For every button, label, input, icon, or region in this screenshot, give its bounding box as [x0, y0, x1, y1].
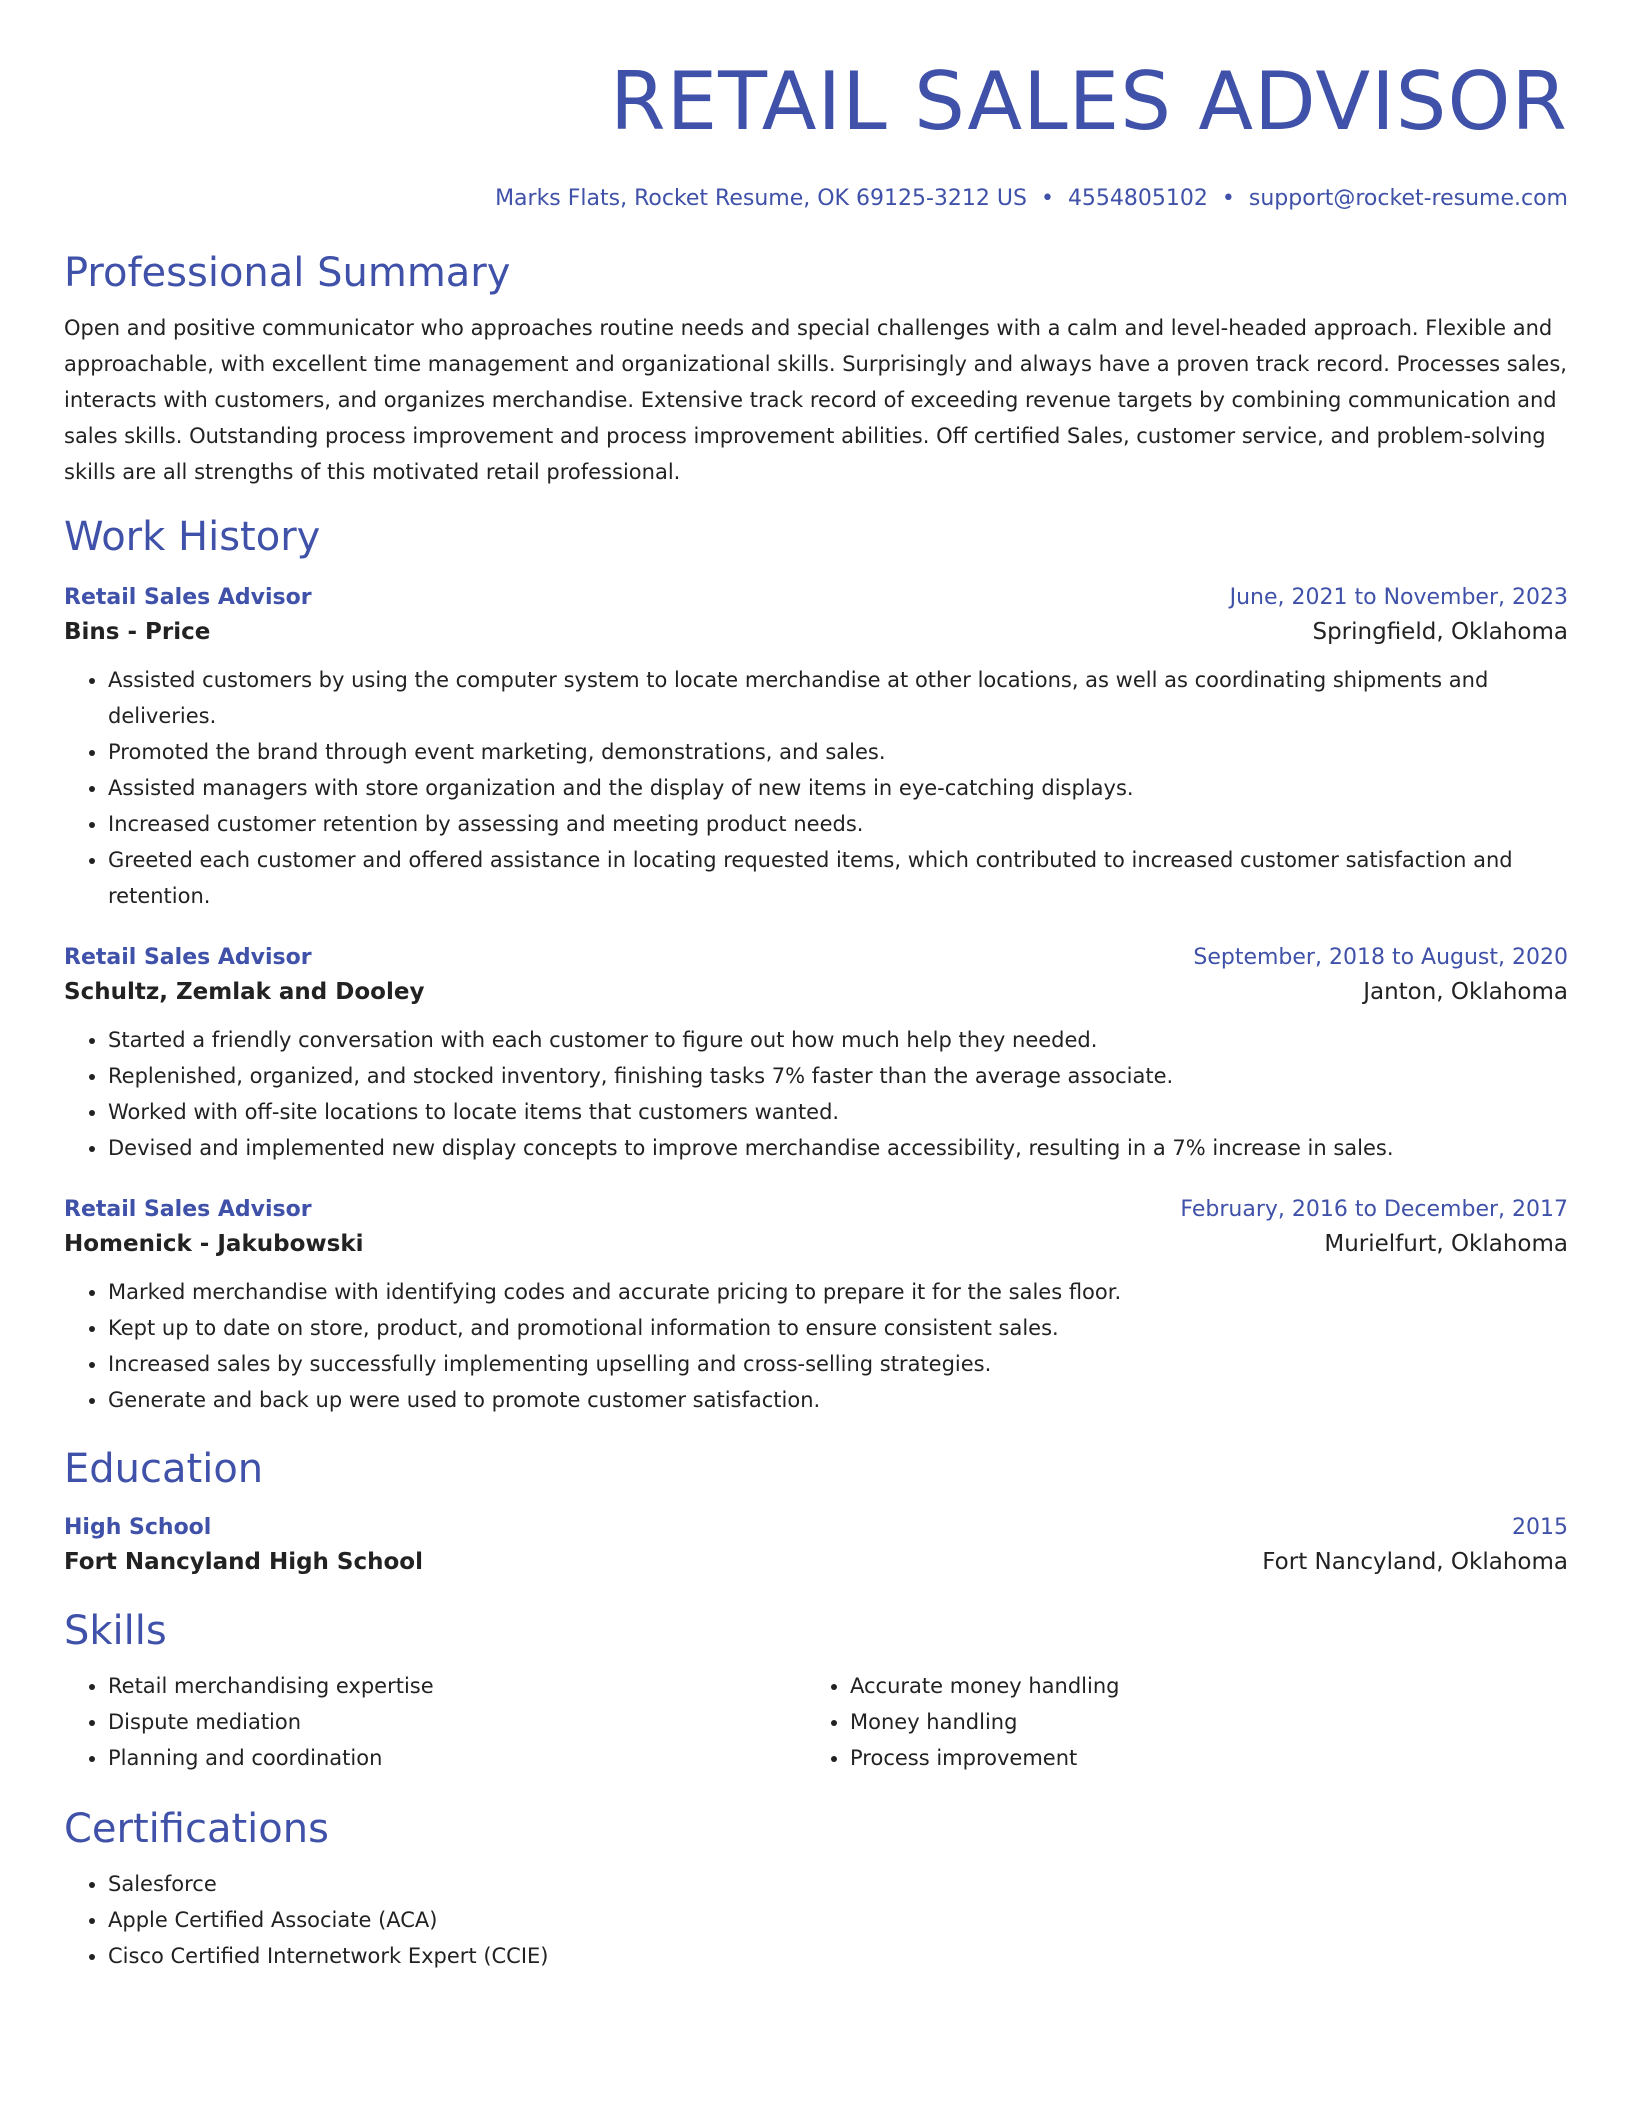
job-location: Murielfurt, Oklahoma: [1324, 1231, 1568, 1257]
job-bullets: [64, 1274, 1568, 1418]
skill-item: • Retail merchandising expertise: [108, 1668, 806, 1704]
contact-email: support@rocket-resume.com: [1248, 186, 1568, 211]
job-bullet: • Promoted the brand through event marketing, demonstrations, and sales.: [108, 734, 1568, 770]
job-bullet: • Increased sales by successfully implementing upselling and cross-selling strategies.: [108, 1346, 1568, 1382]
job-bullets: [64, 1022, 1568, 1166]
job-dates: June, 2021 to November, 2023: [1229, 585, 1568, 610]
job-bullet: • Worked with off-site locations to locate items that customers wanted.: [108, 1094, 1568, 1130]
summary-heading: Professional Summary: [64, 250, 511, 296]
skills-column-left: [64, 1668, 806, 1776]
contact-address: Marks Flats, Rocket Resume, OK 69125-3212 US: [495, 186, 1027, 211]
contact-separator: •: [1040, 186, 1054, 211]
skills-heading: Skills: [64, 1608, 167, 1654]
job-bullet: • Generate and back up were used to promote customer satisfaction.: [108, 1382, 1568, 1418]
job-dates: February, 2016 to December, 2017: [1180, 1197, 1568, 1222]
job-location: Janton, Oklahoma: [1363, 979, 1568, 1005]
certifications-list: [64, 1866, 1568, 1974]
job-location: Springfield, Oklahoma: [1312, 619, 1568, 645]
job-bullet: • Assisted managers with store organization and the display of new items in eye-catching displays.: [108, 770, 1568, 806]
skill-item: • Process improvement: [850, 1740, 1548, 1776]
summary-text: Open and positive communicator who approaches routine needs and special challenges with a calm and level-headed approach. Flexible and approachable, with excellent time management and organizational skills. Surprisingly and always have a proven track record. Processes sales, interacts with customers, and organizes merchandise. Extensive track record of exceeding revenue targets by combining communication and sales skills. Outstanding process improvement and process improvement abilities. Off certified Sales, customer service, and problem-solving skills are all strengths of this motivated retail professional.: [64, 316, 1567, 484]
skills-column-right: [806, 1668, 1548, 1776]
certification-item: • Salesforce: [108, 1866, 1568, 1902]
job-bullet: • Increased customer retention by assessing and meeting product needs.: [108, 806, 1568, 842]
skill-item: • Dispute mediation: [108, 1704, 806, 1740]
work-history-heading: Work History: [64, 514, 321, 560]
job-company: Bins - Price: [64, 619, 211, 645]
skill-item: • Planning and coordination: [108, 1740, 806, 1776]
skill-item: • Money handling: [850, 1704, 1548, 1740]
education-school: Fort Nancyland High School: [64, 1549, 423, 1575]
job-company: Homenick - Jakubowski: [64, 1231, 364, 1257]
contact-phone: 4554805102: [1067, 186, 1208, 211]
candidate-title: RETAIL SALES ADVISOR: [609, 55, 1568, 148]
job-entry: [64, 1194, 1568, 1418]
job-company: Schultz, Zemlak and Dooley: [64, 979, 425, 1005]
skills-grid: [64, 1668, 1568, 1776]
job-role: Retail Sales Advisor: [64, 1197, 312, 1222]
job-bullet: • Replenished, organized, and stocked inventory, finishing tasks 7% faster than the average associate.: [108, 1058, 1568, 1094]
education-entry: [64, 1512, 1568, 1580]
job-bullet: • Greeted each customer and offered assistance in locating requested items, which contributed to increased customer satisfaction and retention.: [108, 842, 1568, 914]
job-bullets: [64, 662, 1568, 914]
education-year: 2015: [1512, 1515, 1568, 1540]
job-bullet: • Marked merchandise with identifying codes and accurate pricing to prepare it for the sales floor.: [108, 1274, 1568, 1310]
contact-separator: •: [1221, 186, 1235, 211]
job-dates: September, 2018 to August, 2020: [1193, 945, 1568, 970]
job-bullet: • Kept up to date on store, product, and promotional information to ensure consistent sales.: [108, 1310, 1568, 1346]
job-role: Retail Sales Advisor: [64, 945, 312, 970]
contact-line: [64, 184, 1568, 214]
job-bullet: • Assisted customers by using the computer system to locate merchandise at other locations, as well as coordinating shipments and deliveries.: [108, 662, 1568, 734]
certifications-heading: Certifications: [64, 1806, 329, 1852]
job-role: Retail Sales Advisor: [64, 585, 312, 610]
certification-item: • Apple Certified Associate (ACA): [108, 1902, 1568, 1938]
job-entry: [64, 582, 1568, 914]
job-bullet: • Devised and implemented new display concepts to improve merchandise accessibility, resulting in a 7% increase in sales.: [108, 1130, 1568, 1166]
certification-item: • Cisco Certified Internetwork Expert (CCIE): [108, 1938, 1568, 1974]
education-degree: High School: [64, 1515, 212, 1540]
job-bullet: • Started a friendly conversation with each customer to figure out how much help they needed.: [108, 1022, 1568, 1058]
skill-item: • Accurate money handling: [850, 1668, 1548, 1704]
education-heading: Education: [64, 1446, 264, 1492]
job-entry: [64, 942, 1568, 1166]
education-location: Fort Nancyland, Oklahoma: [1262, 1549, 1568, 1575]
